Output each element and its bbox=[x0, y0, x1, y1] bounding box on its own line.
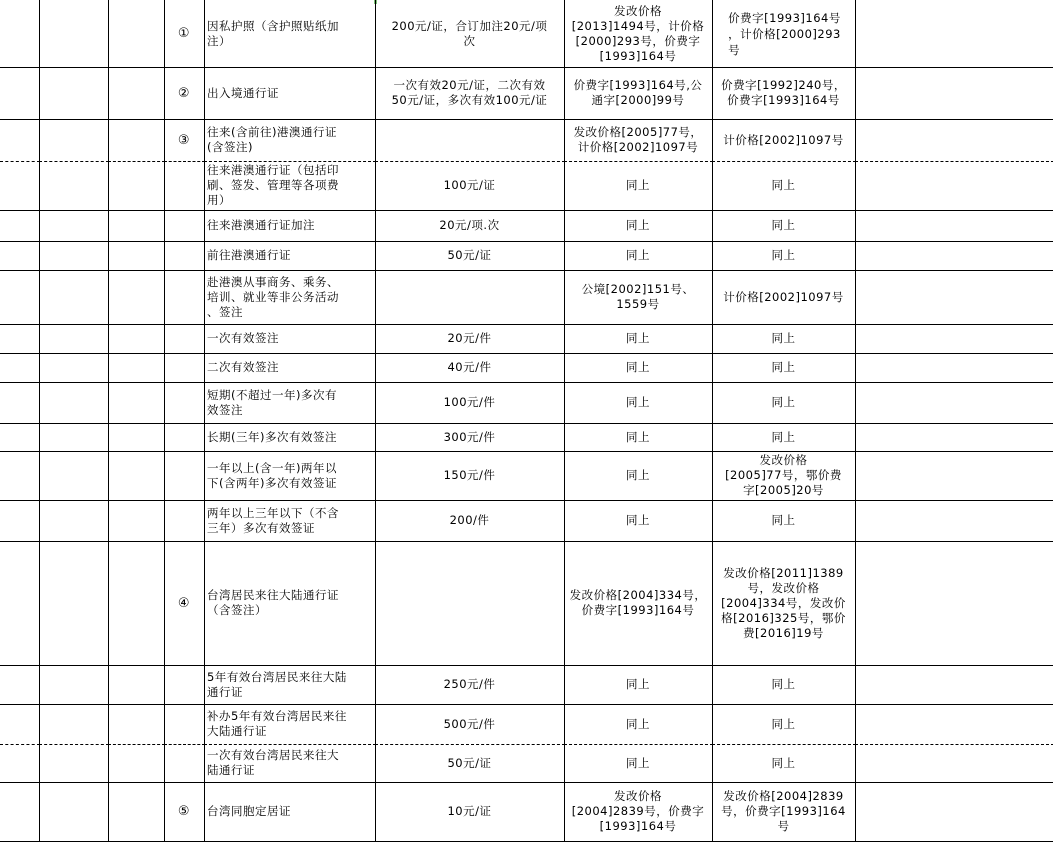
index-cell[interactable] bbox=[164, 744, 205, 783]
item-name-cell[interactable] bbox=[204, 744, 376, 783]
fee-cell-text: 500元/件 bbox=[443, 716, 496, 731]
empty-cell[interactable] bbox=[39, 541, 109, 666]
doc-basis-cell[interactable] bbox=[564, 161, 713, 211]
empty-cell[interactable] bbox=[855, 451, 1053, 501]
empty-cell[interactable] bbox=[39, 324, 109, 354]
fee-cell-text: 300元/件 bbox=[443, 429, 496, 444]
doc-basis-2-cell[interactable] bbox=[712, 451, 856, 501]
item-name-cell-text: 短期(不超过一年)多次有 效签注 bbox=[207, 387, 337, 417]
item-name-cell-text: 一次有效签注 bbox=[207, 331, 279, 345]
empty-cell[interactable] bbox=[39, 704, 109, 745]
empty-cell[interactable] bbox=[855, 353, 1053, 383]
doc-basis-2-cell-text: 同上 bbox=[771, 716, 796, 731]
empty-cell[interactable] bbox=[0, 119, 40, 162]
empty-cell[interactable] bbox=[39, 423, 109, 452]
index-cell[interactable] bbox=[164, 0, 205, 68]
item-name-cell-text: 5年有效台湾居民来往大陆 通行证 bbox=[207, 669, 347, 699]
empty-cell[interactable] bbox=[0, 0, 40, 68]
empty-cell[interactable] bbox=[39, 270, 109, 325]
doc-basis-cell-text: 发改价格 [2004]2839号，价费字 [1993]164号 bbox=[571, 789, 705, 833]
empty-cell[interactable] bbox=[0, 270, 40, 325]
empty-cell[interactable] bbox=[39, 119, 109, 162]
item-name-cell-text: 台湾同胞定居证 bbox=[207, 804, 291, 818]
doc-basis-2-cell[interactable] bbox=[712, 744, 856, 783]
empty-cell[interactable] bbox=[39, 782, 109, 842]
fee-cell[interactable] bbox=[375, 119, 565, 162]
empty-cell[interactable] bbox=[39, 67, 109, 120]
empty-cell[interactable] bbox=[108, 0, 165, 68]
doc-basis-cell-text: 发改价格[2005]77号， 计价格[2002]1097号 bbox=[573, 125, 703, 154]
index-cell[interactable] bbox=[164, 119, 205, 162]
item-name-cell-text: 一年以上(含一年)两年以 下(含两年)多次有效签证 bbox=[207, 460, 337, 490]
item-name-cell-text: 前往港澳通行证 bbox=[207, 248, 291, 262]
item-name-cell[interactable] bbox=[204, 541, 376, 666]
index-cell[interactable] bbox=[164, 210, 205, 242]
empty-cell[interactable] bbox=[855, 423, 1053, 452]
doc-basis-cell-text: 同上 bbox=[626, 716, 650, 731]
empty-cell[interactable] bbox=[108, 541, 165, 666]
fee-cell[interactable] bbox=[375, 210, 565, 242]
doc-basis-2-cell[interactable] bbox=[712, 119, 856, 162]
doc-basis-cell-text: 价费字[1993]164号,公 通字[2000]99号 bbox=[573, 78, 703, 107]
fee-cell-text: 250元/件 bbox=[443, 677, 496, 691]
empty-cell[interactable] bbox=[855, 0, 1053, 68]
fee-cell[interactable] bbox=[375, 353, 565, 383]
doc-basis-cell[interactable] bbox=[564, 119, 713, 162]
empty-cell[interactable] bbox=[0, 382, 40, 424]
doc-basis-cell[interactable] bbox=[564, 210, 713, 242]
doc-basis-2-cell[interactable] bbox=[712, 270, 856, 325]
doc-basis-2-cell[interactable] bbox=[712, 324, 856, 354]
empty-cell[interactable] bbox=[108, 665, 165, 705]
index-cell-text: ④ bbox=[177, 595, 191, 611]
item-name-cell-text: 补办5年有效台湾居民来往 大陆通行证 bbox=[207, 709, 347, 738]
item-name-cell-text: 出入境通行证 bbox=[207, 85, 279, 100]
doc-basis-2-cell[interactable] bbox=[712, 241, 856, 271]
item-name-cell[interactable] bbox=[204, 270, 376, 325]
doc-basis-cell[interactable] bbox=[564, 423, 713, 452]
item-name-cell-text: 往来港澳通行证加注 bbox=[207, 218, 315, 232]
empty-cell[interactable] bbox=[39, 353, 109, 383]
fee-cell[interactable] bbox=[375, 704, 565, 745]
doc-basis-cell[interactable] bbox=[564, 0, 713, 68]
item-name-cell[interactable] bbox=[204, 119, 376, 162]
doc-basis-2-cell-text: 价费字[1992]240号， 价费字[1993]164号 bbox=[721, 78, 846, 107]
doc-basis-2-cell-text: 计价格[2002]1097号 bbox=[723, 132, 844, 147]
index-cell-text: ② bbox=[177, 85, 191, 101]
fee-cell-text: 一次有效20元/证，二次有效 50元/证，多次有效100元/证 bbox=[391, 78, 548, 107]
fee-cell[interactable] bbox=[375, 382, 565, 424]
empty-cell[interactable] bbox=[0, 451, 40, 501]
empty-cell[interactable] bbox=[39, 0, 109, 68]
index-cell[interactable] bbox=[164, 353, 205, 383]
doc-basis-cell-text: 发改价格[2004]334号， 价费字[1993]164号 bbox=[569, 588, 707, 617]
doc-basis-2-cell-text: 同上 bbox=[771, 395, 796, 409]
fee-cell[interactable] bbox=[375, 0, 565, 68]
fee-cell[interactable] bbox=[375, 782, 565, 842]
doc-basis-2-cell-text: 同上 bbox=[771, 248, 796, 262]
doc-basis-cell-text: 同上 bbox=[626, 248, 650, 262]
doc-basis-2-cell[interactable] bbox=[712, 210, 856, 242]
doc-basis-cell[interactable] bbox=[564, 541, 713, 666]
index-cell[interactable] bbox=[164, 500, 205, 542]
index-cell[interactable] bbox=[164, 665, 205, 705]
index-cell-text: ⑤ bbox=[177, 804, 191, 819]
empty-cell[interactable] bbox=[0, 241, 40, 271]
item-name-cell[interactable] bbox=[204, 324, 376, 354]
item-name-cell-text: 两年以上三年以下（不含 三年）多次有效签证 bbox=[207, 505, 339, 535]
empty-cell[interactable] bbox=[39, 241, 109, 271]
doc-basis-2-cell-text: 同上 bbox=[771, 360, 796, 374]
fee-cell-text: 50元/证 bbox=[447, 248, 492, 262]
doc-basis-2-cell[interactable] bbox=[712, 0, 856, 68]
index-cell[interactable] bbox=[164, 423, 205, 452]
empty-cell[interactable] bbox=[855, 500, 1053, 542]
fee-cell[interactable] bbox=[375, 744, 565, 783]
item-name-cell[interactable] bbox=[204, 782, 376, 842]
item-name-cell-text: 因私护照（含护照贴纸加 注） bbox=[207, 18, 339, 48]
doc-basis-2-cell[interactable] bbox=[712, 353, 856, 383]
doc-basis-2-cell[interactable] bbox=[712, 704, 856, 745]
empty-cell[interactable] bbox=[108, 353, 165, 383]
doc-basis-cell-text: 同上 bbox=[626, 513, 650, 527]
fee-cell[interactable] bbox=[375, 161, 565, 211]
fee-cell[interactable] bbox=[375, 665, 565, 705]
doc-basis-2-cell-text: 同上 bbox=[771, 513, 796, 527]
doc-basis-2-cell[interactable] bbox=[712, 161, 856, 211]
item-name-cell[interactable] bbox=[204, 161, 376, 211]
doc-basis-cell[interactable] bbox=[564, 744, 713, 783]
empty-cell[interactable] bbox=[108, 451, 165, 501]
empty-cell[interactable] bbox=[0, 161, 40, 211]
index-cell[interactable] bbox=[164, 541, 205, 666]
empty-cell[interactable] bbox=[39, 161, 109, 211]
doc-basis-cell[interactable] bbox=[564, 451, 713, 501]
empty-cell[interactable] bbox=[108, 704, 165, 745]
empty-cell[interactable] bbox=[108, 241, 165, 271]
fee-cell[interactable] bbox=[375, 270, 565, 325]
doc-basis-cell-text: 同上 bbox=[626, 178, 650, 192]
empty-cell[interactable] bbox=[108, 500, 165, 542]
empty-cell[interactable] bbox=[108, 270, 165, 325]
empty-cell[interactable] bbox=[855, 119, 1053, 162]
doc-basis-2-cell[interactable] bbox=[712, 782, 856, 842]
doc-basis-cell[interactable] bbox=[564, 241, 713, 271]
empty-cell[interactable] bbox=[108, 423, 165, 452]
doc-basis-cell-text: 同上 bbox=[626, 331, 650, 345]
empty-cell[interactable] bbox=[855, 782, 1053, 842]
empty-cell[interactable] bbox=[855, 665, 1053, 705]
fee-cell-text: 150元/件 bbox=[443, 468, 496, 482]
empty-cell[interactable] bbox=[39, 382, 109, 424]
doc-basis-cell[interactable] bbox=[564, 500, 713, 542]
empty-cell[interactable] bbox=[108, 210, 165, 242]
empty-cell[interactable] bbox=[0, 324, 40, 354]
item-name-cell[interactable] bbox=[204, 665, 376, 705]
doc-basis-2-cell[interactable] bbox=[712, 67, 856, 120]
doc-basis-cell[interactable] bbox=[564, 270, 713, 325]
empty-cell[interactable] bbox=[0, 67, 40, 120]
empty-cell[interactable] bbox=[0, 353, 40, 383]
empty-cell[interactable] bbox=[0, 500, 40, 542]
doc-basis-2-cell-text: 同上 bbox=[771, 218, 796, 232]
empty-cell[interactable] bbox=[855, 67, 1053, 120]
item-name-cell-text: 一次有效台湾居民来往大 陆通行证 bbox=[207, 748, 339, 777]
doc-basis-cell-text: 同上 bbox=[626, 468, 650, 482]
empty-cell[interactable] bbox=[39, 451, 109, 501]
doc-basis-2-cell-text: 同上 bbox=[771, 178, 796, 192]
item-name-cell[interactable] bbox=[204, 382, 376, 424]
doc-basis-cell[interactable] bbox=[564, 382, 713, 424]
fee-cell-text: 40元/件 bbox=[447, 360, 492, 374]
fee-cell[interactable] bbox=[375, 451, 565, 501]
doc-basis-2-cell-text: 发改价格[2004]2839 号，价费字[1993]164 号 bbox=[721, 789, 846, 833]
fee-cell[interactable] bbox=[375, 423, 565, 452]
empty-cell[interactable] bbox=[108, 67, 165, 120]
index-cell[interactable] bbox=[164, 782, 205, 842]
index-cell[interactable] bbox=[164, 67, 205, 120]
index-cell[interactable] bbox=[164, 241, 205, 271]
doc-basis-2-cell-text: 价费字[1993]164号 ，计价格[2000]293 号 bbox=[728, 10, 841, 57]
empty-cell[interactable] bbox=[855, 382, 1053, 424]
doc-basis-2-cell-text: 同上 bbox=[771, 755, 796, 770]
empty-cell[interactable] bbox=[855, 241, 1053, 271]
doc-basis-2-cell-text: 发改价格[2011]1389 号，发改价格 [2004]334号，发改价 格[2016]325号，鄂价 费[2016]19号 bbox=[721, 565, 846, 640]
fee-cell[interactable] bbox=[375, 67, 565, 120]
doc-basis-cell[interactable] bbox=[564, 353, 713, 383]
doc-basis-cell[interactable] bbox=[564, 782, 713, 842]
doc-basis-cell-text: 同上 bbox=[626, 677, 650, 691]
doc-basis-cell-text: 公境[2002]151号、 1559号 bbox=[581, 282, 695, 311]
item-name-cell-text: 往来港澳通行证（包括印 刷、签发、管理等各项费 用） bbox=[207, 163, 339, 207]
item-name-cell-text: 赴港澳从事商务、乘务、 培训、就业等非公务活动 、签注 bbox=[207, 274, 339, 319]
item-name-cell[interactable] bbox=[204, 210, 376, 242]
fee-cell-text: 50元/证 bbox=[447, 755, 492, 770]
fee-cell-text: 100元/件 bbox=[443, 395, 496, 409]
doc-basis-cell-text: 同上 bbox=[626, 395, 650, 409]
empty-cell[interactable] bbox=[855, 270, 1053, 325]
doc-basis-cell[interactable] bbox=[564, 67, 713, 120]
item-name-cell[interactable] bbox=[204, 500, 376, 542]
empty-cell[interactable] bbox=[0, 423, 40, 452]
doc-basis-2-cell[interactable] bbox=[712, 500, 856, 542]
item-name-cell[interactable] bbox=[204, 353, 376, 383]
index-cell[interactable] bbox=[164, 451, 205, 501]
item-name-cell[interactable] bbox=[204, 704, 376, 745]
item-name-cell[interactable] bbox=[204, 67, 376, 120]
index-cell-text: ③ bbox=[177, 132, 191, 148]
empty-cell[interactable] bbox=[39, 744, 109, 783]
doc-basis-cell-text: 同上 bbox=[626, 218, 650, 232]
fee-cell-text: 100元/证 bbox=[443, 178, 496, 192]
doc-basis-cell[interactable] bbox=[564, 665, 713, 705]
index-cell[interactable] bbox=[164, 704, 205, 745]
empty-cell[interactable] bbox=[855, 161, 1053, 211]
doc-basis-2-cell-text: 发改价格 [2005]77号，鄂价费 字[2005]20号 bbox=[725, 453, 842, 497]
empty-cell[interactable] bbox=[0, 744, 40, 783]
doc-basis-2-cell[interactable] bbox=[712, 541, 856, 666]
empty-cell[interactable] bbox=[855, 210, 1053, 242]
empty-cell[interactable] bbox=[0, 782, 40, 842]
doc-basis-cell-text: 同上 bbox=[626, 755, 650, 770]
fee-cell-text: 200/件 bbox=[449, 513, 490, 527]
empty-cell[interactable] bbox=[108, 119, 165, 162]
empty-cell[interactable] bbox=[0, 541, 40, 666]
doc-basis-2-cell-text: 同上 bbox=[771, 677, 796, 691]
empty-cell[interactable] bbox=[39, 210, 109, 242]
item-name-cell-text: 往来(含前往)港澳通行证 (含签注) bbox=[207, 125, 337, 154]
fee-cell-text: 200元/证，合订加注20元/项 次 bbox=[391, 18, 548, 48]
empty-cell[interactable] bbox=[108, 324, 165, 354]
item-name-cell-text: 台湾居民来往大陆通行证 （含签注） bbox=[207, 588, 339, 617]
index-cell[interactable] bbox=[164, 161, 205, 211]
empty-cell[interactable] bbox=[0, 210, 40, 242]
item-name-cell[interactable] bbox=[204, 451, 376, 501]
item-name-cell[interactable] bbox=[204, 241, 376, 271]
empty-cell[interactable] bbox=[108, 782, 165, 842]
doc-basis-2-cell[interactable] bbox=[712, 423, 856, 452]
empty-cell[interactable] bbox=[855, 704, 1053, 745]
fee-cell[interactable] bbox=[375, 324, 565, 354]
item-name-cell-text: 长期(三年)多次有效签注 bbox=[207, 429, 337, 444]
doc-basis-cell-text: 发改价格 [2013]1494号，计价格 [2000]293号，价费字 [1993]164号 bbox=[571, 3, 705, 63]
doc-basis-2-cell-text: 计价格[2002]1097号 bbox=[723, 289, 844, 304]
item-name-cell[interactable] bbox=[204, 0, 376, 68]
empty-cell[interactable] bbox=[39, 500, 109, 542]
empty-cell[interactable] bbox=[0, 665, 40, 705]
fee-cell[interactable] bbox=[375, 241, 565, 271]
doc-basis-cell[interactable] bbox=[564, 324, 713, 354]
index-cell-text: ① bbox=[177, 26, 191, 41]
index-cell[interactable] bbox=[164, 324, 205, 354]
doc-basis-cell-text: 同上 bbox=[626, 360, 650, 374]
index-cell[interactable] bbox=[164, 382, 205, 424]
item-name-cell[interactable] bbox=[204, 423, 376, 452]
empty-cell[interactable] bbox=[39, 665, 109, 705]
fee-cell-text: 20元/件 bbox=[447, 331, 492, 345]
empty-cell[interactable] bbox=[0, 704, 40, 745]
empty-cell[interactable] bbox=[855, 744, 1053, 783]
doc-basis-2-cell-text: 同上 bbox=[771, 429, 796, 444]
doc-basis-cell-text: 同上 bbox=[626, 429, 650, 444]
index-cell[interactable] bbox=[164, 270, 205, 325]
fee-cell[interactable] bbox=[375, 500, 565, 542]
item-name-cell-text: 二次有效签注 bbox=[207, 360, 279, 374]
empty-cell[interactable] bbox=[855, 541, 1053, 666]
empty-cell[interactable] bbox=[108, 744, 165, 783]
doc-basis-2-cell[interactable] bbox=[712, 382, 856, 424]
fee-cell-text: 10元/证 bbox=[447, 804, 492, 818]
doc-basis-cell[interactable] bbox=[564, 704, 713, 745]
doc-basis-2-cell[interactable] bbox=[712, 665, 856, 705]
empty-cell[interactable] bbox=[108, 382, 165, 424]
empty-cell[interactable] bbox=[855, 324, 1053, 354]
fee-cell-text: 20元/项.次 bbox=[439, 218, 500, 232]
empty-cell[interactable] bbox=[108, 161, 165, 211]
doc-basis-2-cell-text: 同上 bbox=[771, 331, 796, 345]
fee-cell[interactable] bbox=[375, 541, 565, 666]
